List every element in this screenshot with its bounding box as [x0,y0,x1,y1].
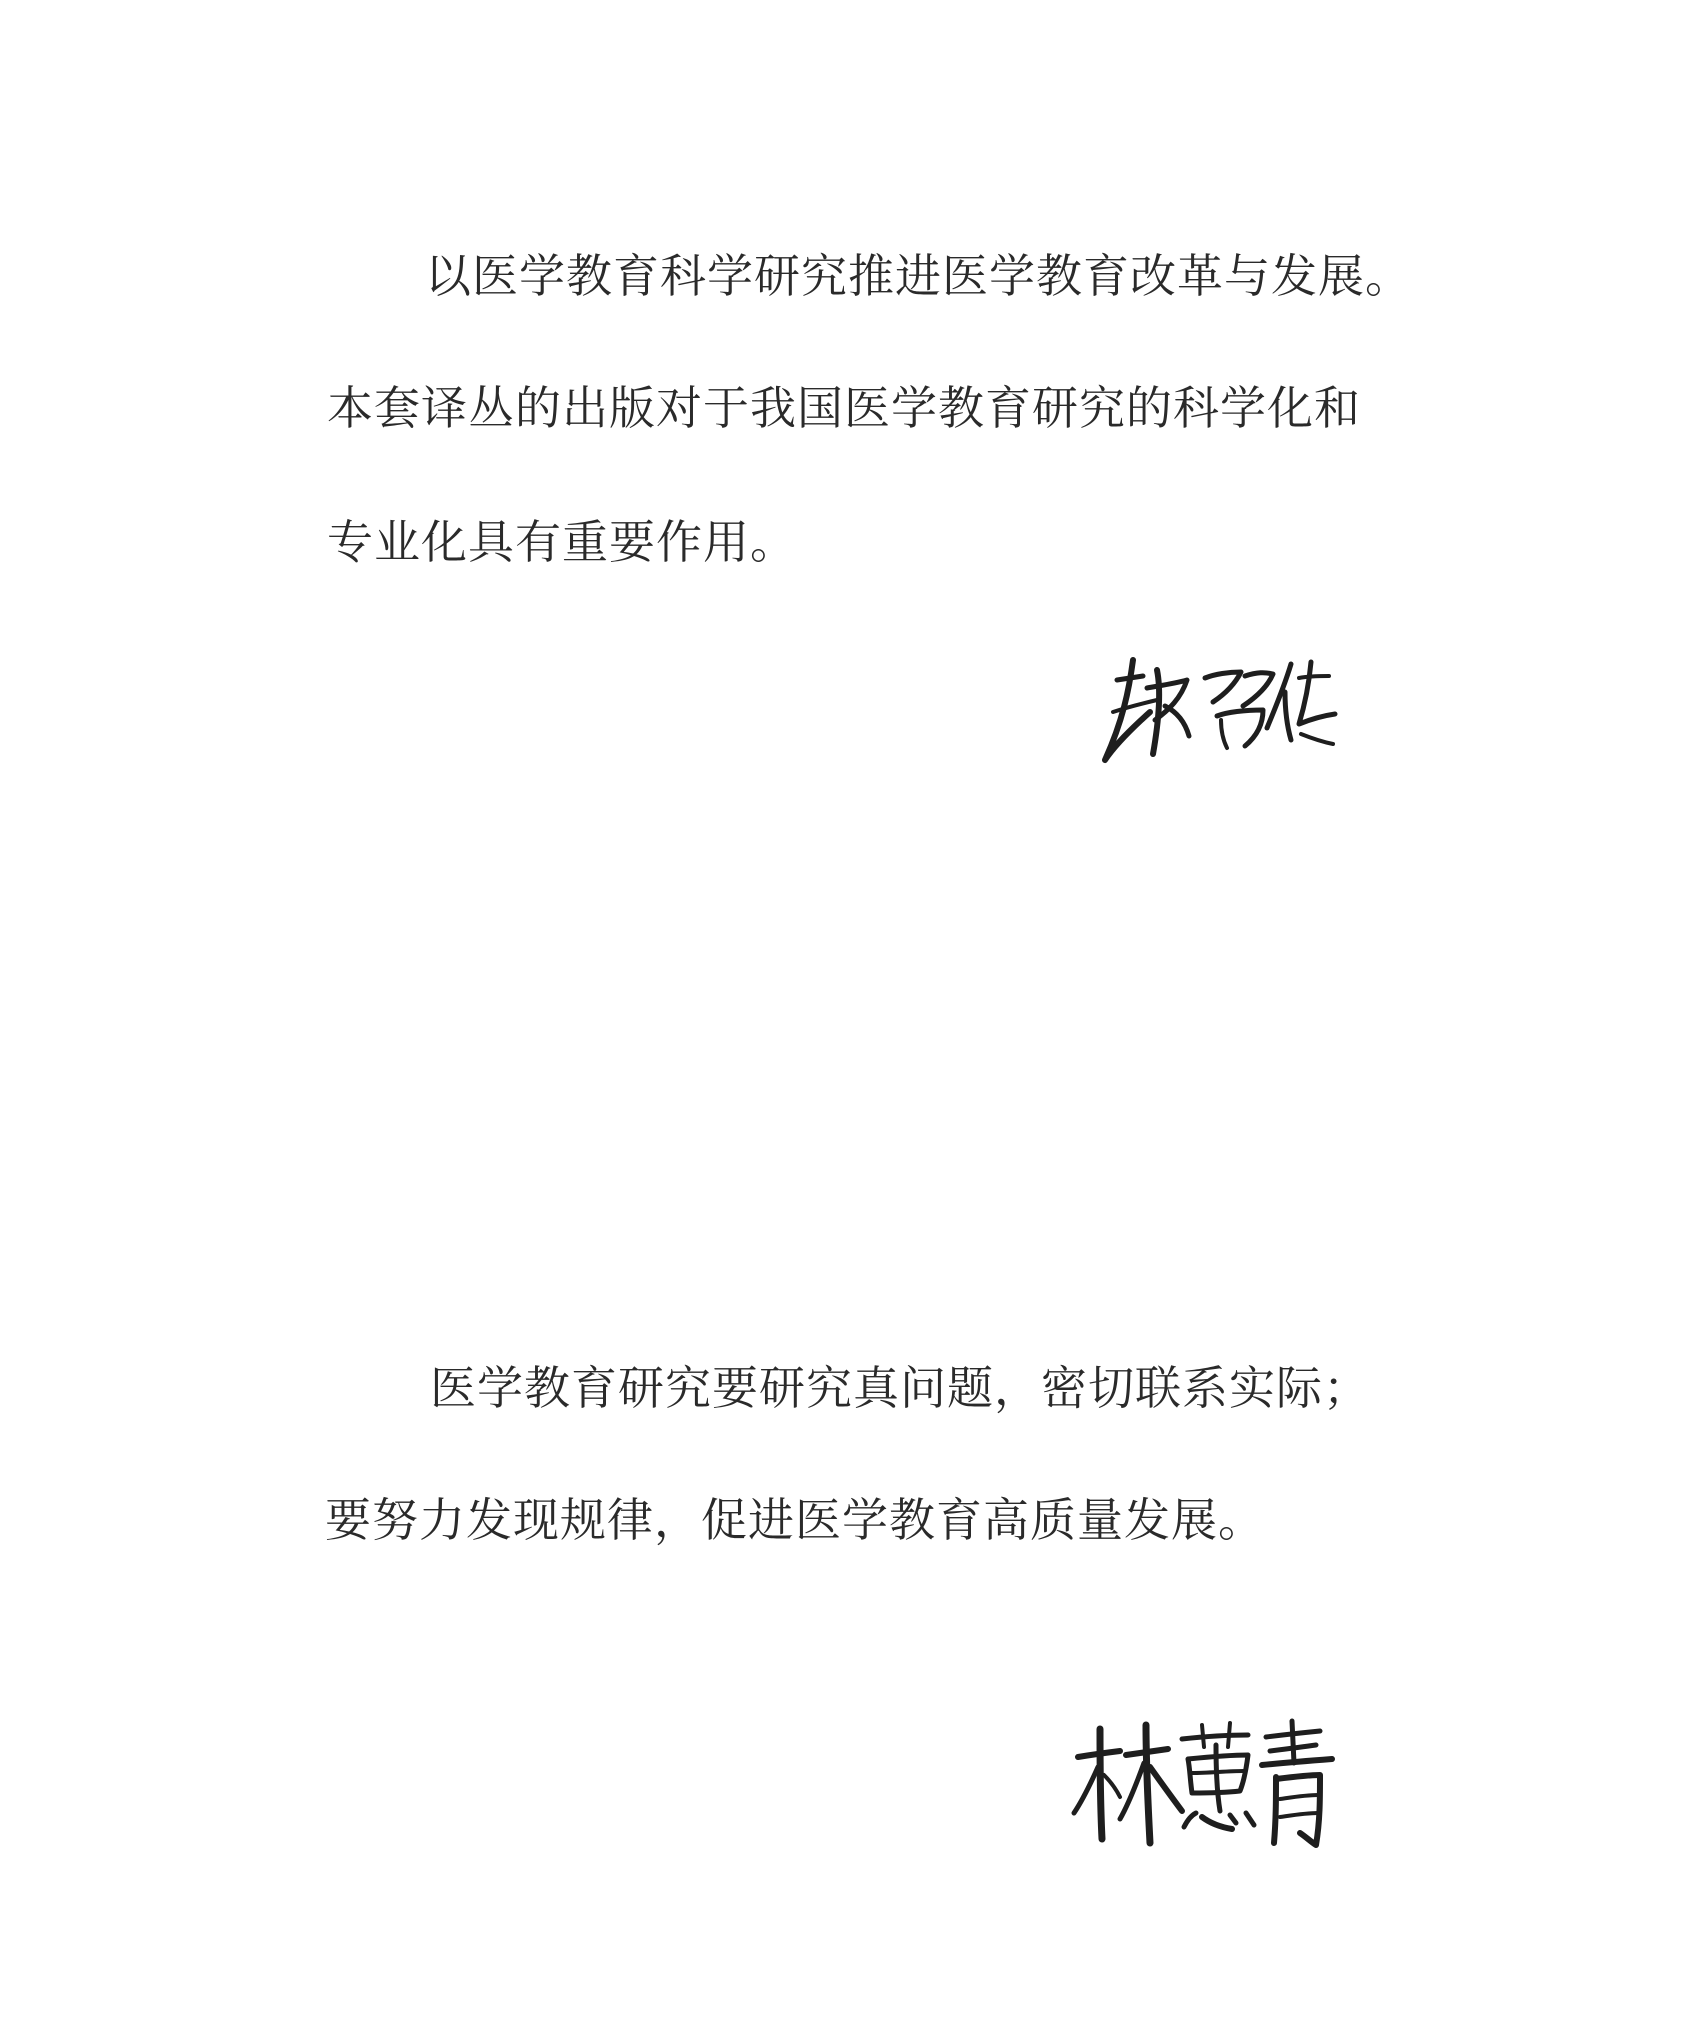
signature-2-handwritten [1070,1715,1350,1855]
message-1-line-2: 本套译丛的出版对于我国医学教育研究的科学化和 [327,381,1361,435]
message-2-line-1: 医学教育研究要研究真问题，密切联系实际； [430,1361,1370,1415]
signature-1-handwritten [1095,650,1345,780]
message-2-line-2: 要努力发现规律，促进医学教育高质量发展。 [325,1493,1265,1547]
message-1-line-1: 以医学教育科学研究推进医学教育改革与发展。 [425,249,1412,303]
message-1-line-3: 专业化具有重要作用。 [327,515,797,569]
